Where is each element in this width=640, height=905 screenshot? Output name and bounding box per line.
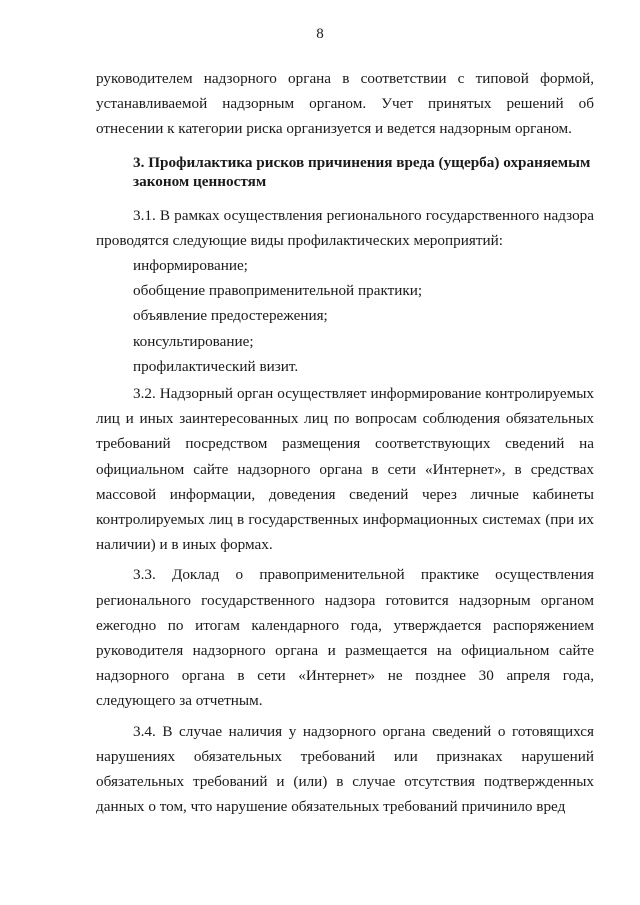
page-number: 8: [316, 26, 324, 42]
paragraph-3-3: 3.3. Доклад о правоприменительной практике осуществления регионального государственного надзора готовится надзорным органом ежегодно по итогам календарного года, утверждается распоряжением руководителя надзорного органа и размещается на официальном сайте надзорного органа в сети «Интернет» не позднее 30 апреля года, следующего за отчетным.: [96, 566, 594, 710]
paragraph-3-4: 3.4. В случае наличия у надзорного органа сведений о готовящихся нарушениях обязательных требований или признаках нарушений обязательных требований и (или) в случае отсутствия подтвержденных данных о том, что нарушение обязательных требований причинило вред: [96, 722, 594, 816]
lead-paragraph: руководителем надзорного органа в соответствии с типовой формой, устанавливаемой надзорным органом. Учет принятых решений об отнесении к категории риска организуется и ведется надзорным органом.: [96, 70, 594, 138]
measures-list: [96, 253, 594, 379]
paragraph-3-2: 3.2. Надзорный орган осуществляет информирование контролируемых лиц и иных заинтересованных лиц по вопросам соблюдения обязательных требований посредством размещения соответствующих сведений на официальном сайте надзорного органа в сети «Интернет», в средствах массовой информации, доведения сведений через личные кабинеты контролируемых лиц в государственных информационных системах (при их наличии) и в иных формах.: [96, 385, 594, 554]
list-item: информирование;: [133, 257, 248, 275]
paragraph-3-1: 3.1. В рамках осуществления регионального государственного надзора проводятся следующие виды профилактических мероприятий:: [96, 206, 594, 249]
document-body: [96, 66, 594, 819]
section-heading: 3. Профилактика рисков причинения вреда (ущерба) охраняемым законом ценностям: [133, 153, 591, 190]
list-item: объявление предостережения;: [133, 307, 328, 325]
list-item: консультирование;: [133, 332, 254, 350]
list-item: обобщение правоприменительной практики;: [133, 282, 423, 300]
list-item: профилактический визит.: [133, 357, 299, 375]
